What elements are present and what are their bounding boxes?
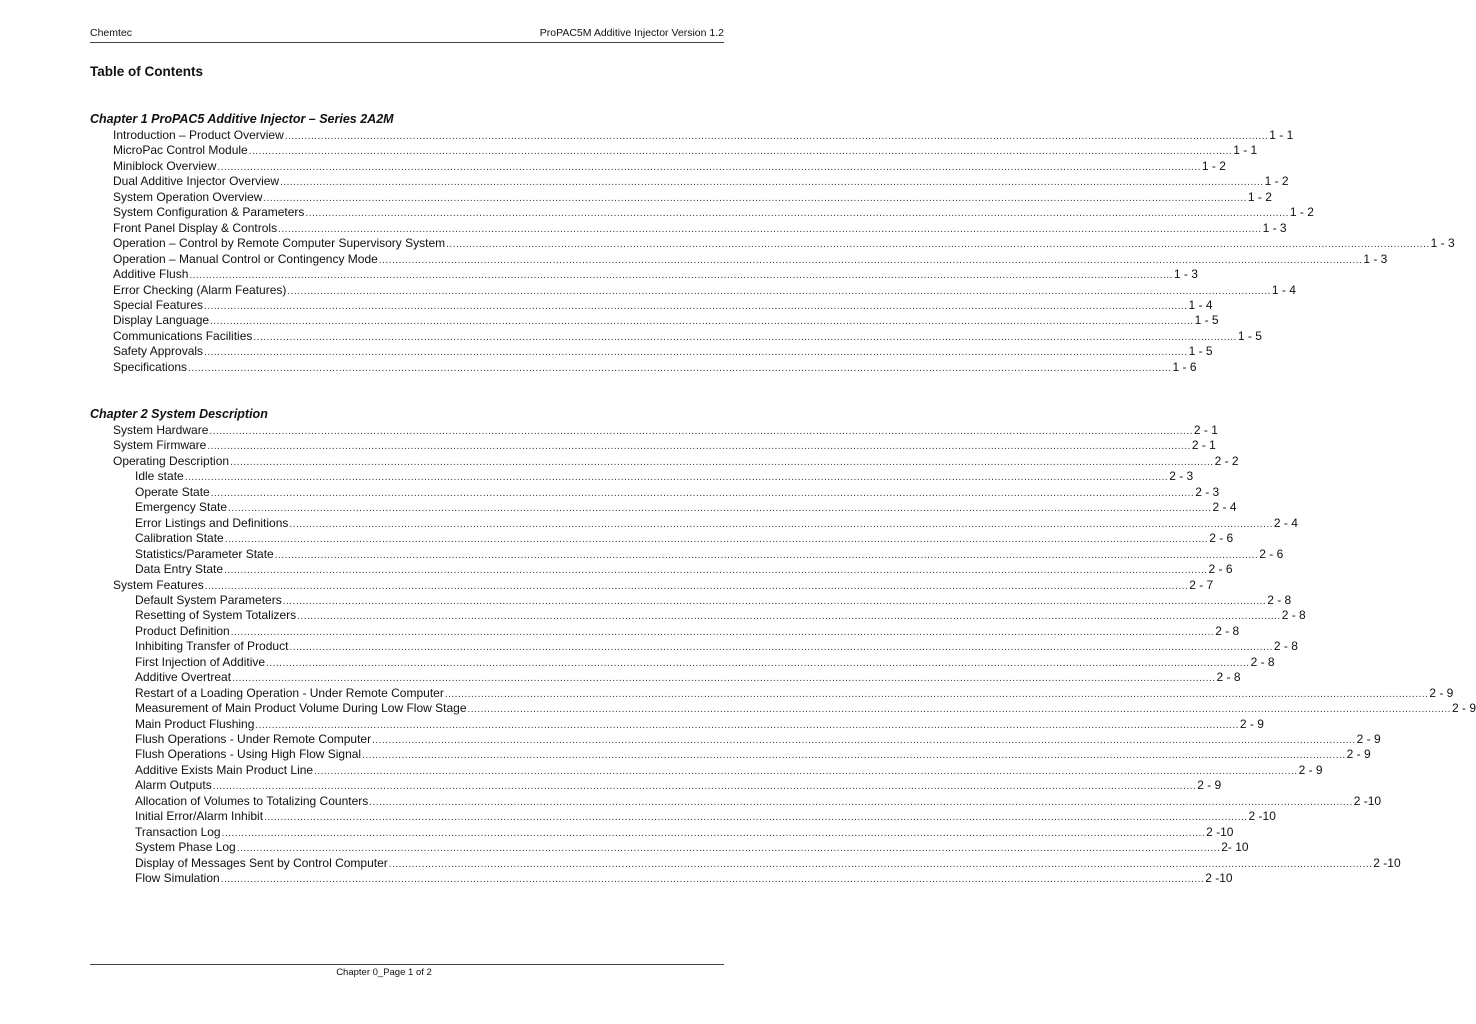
toc-entry-label: Emergency State xyxy=(135,500,228,515)
dot-leader: ............................................................................................................................................................................................................................................................................................................ xyxy=(217,161,1201,173)
toc-entry-label: Special Features xyxy=(113,297,204,312)
toc-entry-page: 2 - 1 xyxy=(1193,423,1218,437)
toc-entry-page: 2 - 8 xyxy=(1216,670,1241,685)
dot-leader: ............................................................................................................................................................................................................................................................................................................ xyxy=(209,426,1193,437)
toc-entry-label: Specifications xyxy=(113,359,188,374)
dot-leader: ............................................................................................................................................................................................................................................................................................................ xyxy=(378,254,1363,266)
toc-entry-label: Restart of a Loading Operation - Under Remote Computer xyxy=(135,685,444,700)
dot-leader: ............................................................................................................................................................................................................................................................................................................ xyxy=(230,626,1215,638)
toc-entry[interactable] xyxy=(135,500,1237,515)
toc-entry-page: 2 - 8 xyxy=(1215,623,1240,638)
toc-entry-page: 2 - 6 xyxy=(1259,546,1284,561)
toc-entry-page: 1 - 4 xyxy=(1188,297,1213,312)
toc-entry[interactable] xyxy=(135,531,1234,546)
toc-entry-label: Error Listings and Definitions xyxy=(135,515,289,530)
toc-entry[interactable] xyxy=(135,716,1264,732)
toc-entry[interactable] xyxy=(113,423,1218,438)
toc-entry-label: Default System Parameters xyxy=(135,592,282,607)
toc-entry[interactable] xyxy=(135,824,1234,840)
toc-entry-page: 2 -10 xyxy=(1248,809,1276,824)
page-footer: Chapter 0_Page 1 of 2 xyxy=(336,967,432,978)
toc-entry-page: 1 - 1 xyxy=(1269,128,1294,142)
toc-entry[interactable] xyxy=(113,313,1219,328)
dot-leader: ............................................................................................................................................................................................................................................................................................................ xyxy=(444,688,1429,700)
toc-entry[interactable] xyxy=(113,453,1239,469)
toc-entry-page: 2 - 7 xyxy=(1189,577,1214,592)
dot-leader: ............................................................................................................................................................................................................................................................................................................ xyxy=(264,812,1248,824)
toc-entry-page: 1 - 3 xyxy=(1363,251,1388,266)
toc-entry-page: 2 -10 xyxy=(1353,793,1382,808)
toc-entry-label: Resetting of System Totalizers xyxy=(135,608,297,623)
toc-entry-page: 2 -10 xyxy=(1373,855,1401,870)
dot-leader: ............................................................................................................................................................................................................................................................................................................ xyxy=(362,750,1346,762)
toc-entry-label: Additive Flush xyxy=(113,267,189,282)
toc-entry[interactable] xyxy=(135,546,1284,562)
toc-entry-page: 2 - 9 xyxy=(1356,732,1381,746)
chapter-heading: Chapter 2 System Description xyxy=(90,407,268,421)
toc-entry-label: Data Entry State xyxy=(135,562,224,577)
dot-leader: ............................................................................................................................................................................................................................................................................................................ xyxy=(210,316,1194,328)
toc-entry[interactable] xyxy=(135,670,1241,685)
toc-entry-label: MicroPac Control Module xyxy=(113,143,248,158)
toc-entry[interactable] xyxy=(135,484,1220,500)
dot-leader: ............................................................................................................................................................................................................................................................................................................ xyxy=(388,858,1373,870)
dot-leader: ............................................................................................................................................................................................................................................................................................................ xyxy=(210,487,1195,499)
dot-leader: ............................................................................................................................................................................................................................................................................................................ xyxy=(369,796,1353,808)
toc-entry-label: Operation – Manual Control or Contingency Mode xyxy=(113,251,378,266)
toc-entry-page: 1 - 2 xyxy=(1247,189,1272,204)
toc-entry[interactable] xyxy=(113,344,1213,359)
toc-entry-label: System Configuration & Parameters xyxy=(113,205,305,220)
toc-entry-page: 2 - 6 xyxy=(1209,531,1234,546)
toc-entry-label: Safety Approvals xyxy=(113,344,204,359)
toc-entry[interactable] xyxy=(113,174,1289,189)
dot-leader: ............................................................................................................................................................................................................................................................................................................ xyxy=(287,285,1271,297)
toc-entry[interactable] xyxy=(135,654,1275,670)
toc-entry[interactable] xyxy=(113,205,1314,220)
toc-entry-page: 2 - 8 xyxy=(1273,639,1298,654)
toc-entry[interactable] xyxy=(135,701,1476,716)
toc-entry-label: Operate State xyxy=(135,484,210,499)
dot-leader: ............................................................................................................................................................................................................................................................................................................ xyxy=(236,843,1221,855)
toc-entry-label: Display Language xyxy=(113,313,210,328)
toc-entry-page: 2 - 9 xyxy=(1429,685,1454,700)
toc-entry[interactable] xyxy=(135,871,1233,886)
dot-leader: ............................................................................................................................................................................................................................................................................................................ xyxy=(221,827,1206,839)
toc-entry-label: System Hardware xyxy=(113,423,209,437)
toc-entry[interactable] xyxy=(135,840,1249,855)
toc-entry[interactable] xyxy=(113,220,1287,236)
toc-entry-page: 2 -10 xyxy=(1206,824,1234,839)
header-document-title: ProPAC5M Additive Injector Version 1.2 xyxy=(539,27,724,39)
dot-leader: ............................................................................................................................................................................................................................................................................................................ xyxy=(278,223,1262,235)
toc-entry-page: 1 - 1 xyxy=(1233,143,1258,158)
toc-entry-page: 1 - 6 xyxy=(1172,359,1197,374)
toc-entry[interactable] xyxy=(113,236,1455,251)
toc-entry-label: System Operation Overview xyxy=(113,189,263,204)
toc-entry-label: Initial Error/Alarm Inhibit xyxy=(135,809,264,824)
dot-leader: ............................................................................................................................................................................................................................................................................................................ xyxy=(467,704,1451,716)
toc-entry-page: 1 - 2 xyxy=(1289,205,1314,220)
toc-entry-label: Front Panel Display & Controls xyxy=(113,220,278,235)
dot-leader: ............................................................................................................................................................................................................................................................................................................ xyxy=(305,208,1289,220)
toc-entry[interactable] xyxy=(113,128,1294,143)
toc-entry-page: 1 - 3 xyxy=(1173,267,1198,282)
dot-leader: ............................................................................................................................................................................................................................................................................................................ xyxy=(280,177,1264,189)
toc-entry[interactable] xyxy=(135,623,1240,639)
toc-entry-page: 1 - 2 xyxy=(1201,158,1226,173)
dot-leader: ............................................................................................................................................................................................................................................................................................................ xyxy=(282,595,1267,607)
dot-leader: ............................................................................................................................................................................................................................................................................................................ xyxy=(220,874,1205,886)
toc-entry-label: Additive Overtreat xyxy=(135,670,232,685)
toc-entry-page: 2 - 6 xyxy=(1208,562,1233,577)
toc-entry[interactable] xyxy=(135,562,1233,577)
toc-entry-page: 2 - 8 xyxy=(1250,654,1275,669)
toc-entry[interactable] xyxy=(135,732,1381,747)
toc-entry-label: Product Definition xyxy=(135,623,230,638)
toc-entry-label: Flush Operations - Under Remote Computer xyxy=(135,732,372,746)
toc-entry-page: 1 - 3 xyxy=(1430,236,1455,251)
toc-entry-page: 1 - 2 xyxy=(1264,174,1289,189)
toc-entry-label: System Features xyxy=(113,577,204,592)
toc-entry[interactable] xyxy=(113,328,1262,344)
toc-entry-page: 2 - 3 xyxy=(1169,469,1194,484)
dot-leader: ............................................................................................................................................................................................................................................................................................................ xyxy=(274,549,1259,561)
toc-entry-page: 2 - 9 xyxy=(1298,762,1323,777)
toc-entry-label: Main Product Flushing xyxy=(135,716,255,731)
toc-entry-label: Flow Simulation xyxy=(135,871,220,886)
toc-entry-label: Statistics/Parameter State xyxy=(135,546,274,561)
toc-entry-label: Measurement of Main Product Volume During Low Flow Stage xyxy=(135,701,467,716)
dot-leader: ............................................................................................................................................................................................................................................................................................................ xyxy=(204,347,1188,359)
toc-entry[interactable] xyxy=(113,189,1272,205)
toc-entry[interactable] xyxy=(135,592,1292,608)
toc-entry-page: 2 - 3 xyxy=(1195,484,1220,499)
toc-entry[interactable] xyxy=(135,639,1298,654)
toc-entry[interactable] xyxy=(135,778,1222,793)
dot-leader: ............................................................................................................................................................................................................................................................................................................ xyxy=(284,131,1269,142)
toc-entry-page: 1 - 3 xyxy=(1262,220,1287,235)
toc-entry[interactable] xyxy=(135,515,1298,531)
dot-leader: ............................................................................................................................................................................................................................................................................................................ xyxy=(232,673,1216,685)
dot-leader: ............................................................................................................................................................................................................................................................................................................ xyxy=(372,735,1356,746)
toc-entry-label: Miniblock Overview xyxy=(113,158,217,173)
toc-entry-label: First Injection of Additive xyxy=(135,654,266,669)
toc-entry-page: 2 - 4 xyxy=(1273,515,1298,530)
dot-leader: ............................................................................................................................................................................................................................................................................................................ xyxy=(314,765,1298,777)
dot-leader: ............................................................................................................................................................................................................................................................................................................ xyxy=(184,472,1169,484)
toc-entry-label: System Firmware xyxy=(113,438,207,453)
dot-leader: ............................................................................................................................................................................................................................................................................................................ xyxy=(297,611,1281,623)
toc-entry-page: 1 - 4 xyxy=(1271,282,1296,297)
toc-entry[interactable] xyxy=(113,251,1388,267)
toc-entry[interactable] xyxy=(135,762,1323,778)
toc-entry-label: Transaction Log xyxy=(135,824,221,839)
toc-entry[interactable] xyxy=(113,359,1197,375)
toc-entry-page: 2 - 9 xyxy=(1197,778,1222,793)
toc-entry-page: 1 - 5 xyxy=(1194,313,1219,328)
toc-entry-page: 2 - 1 xyxy=(1191,438,1216,453)
toc-entry-page: 1 - 5 xyxy=(1237,328,1262,343)
toc-entry-page: 2 -10 xyxy=(1205,871,1233,886)
toc-entry-page: 2 - 2 xyxy=(1214,453,1239,468)
toc-entry-page: 2 - 8 xyxy=(1281,608,1306,623)
toc-entry-label: Idle state xyxy=(135,469,184,484)
dot-leader: ............................................................................................................................................................................................................................................................................................................ xyxy=(204,580,1189,592)
dot-leader: ............................................................................................................................................................................................................................................................................................................ xyxy=(212,781,1197,793)
toc-entry-label: Alarm Outputs xyxy=(135,778,212,793)
chapter-heading: Chapter 1 ProPAC5 Additive Injector – Series 2A2M xyxy=(90,112,394,126)
dot-leader: ............................................................................................................................................................................................................................................................................................................ xyxy=(253,331,1237,343)
dot-leader: ............................................................................................................................................................................................................................................................................................................ xyxy=(266,657,1250,669)
toc-entry[interactable] xyxy=(113,282,1296,298)
toc-entry-label: System Phase Log xyxy=(135,840,236,855)
dot-leader: ............................................................................................................................................................................................................................................................................................................ xyxy=(224,534,1209,546)
dot-leader: ............................................................................................................................................................................................................................................................................................................ xyxy=(189,270,1173,282)
toc-entry-page: 2 - 8 xyxy=(1267,592,1292,607)
toc-entry-page: 2 - 9 xyxy=(1452,701,1476,716)
toc-entry-label: Error Checking (Alarm Features) xyxy=(113,282,287,297)
toc-entry-label: Communications Facilities xyxy=(113,328,253,343)
toc-entry[interactable] xyxy=(135,608,1306,623)
dot-leader: ............................................................................................................................................................................................................................................................................................................ xyxy=(188,362,1172,374)
toc-entry-page: 2 - 9 xyxy=(1239,716,1264,731)
toc-entry[interactable] xyxy=(135,809,1276,824)
toc-entry[interactable] xyxy=(113,297,1213,313)
toc-title: Table of Contents xyxy=(90,64,203,79)
toc-entry[interactable] xyxy=(113,267,1198,282)
dot-leader: ............................................................................................................................................................................................................................................................................................................ xyxy=(207,441,1191,453)
dot-leader: ............................................................................................................................................................................................................................................................................................................ xyxy=(446,239,1430,251)
toc-entry[interactable] xyxy=(135,747,1371,762)
toc-entry-label: Operating Description xyxy=(113,453,230,468)
header-company: Chemtec xyxy=(90,27,133,39)
toc-entry-label: Dual Additive Injector Overview xyxy=(113,174,280,189)
toc-entry[interactable] xyxy=(113,143,1258,158)
toc-entry-page: 2 - 9 xyxy=(1346,747,1371,762)
dot-leader: ............................................................................................................................................................................................................................................................................................................ xyxy=(289,518,1273,530)
toc-entry-label: Introduction – Product Overview xyxy=(113,128,284,142)
toc-entry[interactable] xyxy=(113,438,1216,453)
dot-leader: ............................................................................................................................................................................................................................................................................................................ xyxy=(224,565,1208,577)
toc-entry-page: 2 - 4 xyxy=(1212,500,1237,515)
toc-entry-label: Calibration State xyxy=(135,531,224,546)
dot-leader: ............................................................................................................................................................................................................................................................................................................ xyxy=(248,146,1233,158)
toc-entry-label: Operation – Control by Remote Computer Supervisory System xyxy=(113,236,446,251)
toc-entry-label: Allocation of Volumes to Totalizing Counters xyxy=(135,793,369,808)
dot-leader: ............................................................................................................................................................................................................................................................................................................ xyxy=(228,503,1212,515)
dot-leader: ............................................................................................................................................................................................................................................................................................................ xyxy=(263,192,1247,204)
toc-entry[interactable] xyxy=(135,793,1382,809)
toc-entry[interactable] xyxy=(113,577,1214,593)
toc-entry-label: Inhibiting Transfer of Product xyxy=(135,639,289,654)
dot-leader: ............................................................................................................................................................................................................................................................................................................ xyxy=(204,300,1188,312)
page-header xyxy=(90,26,724,43)
dot-leader: ............................................................................................................................................................................................................................................................................................................ xyxy=(230,456,1214,468)
footer-rule xyxy=(90,964,724,965)
toc-entry-page: 2- 10 xyxy=(1221,840,1249,855)
toc-entry-label: Display of Messages Sent by Control Computer xyxy=(135,855,388,870)
toc-entry[interactable] xyxy=(135,685,1454,701)
toc-entry[interactable] xyxy=(135,855,1401,871)
dot-leader: ............................................................................................................................................................................................................................................................................................................ xyxy=(255,719,1239,731)
toc-entry-page: 1 - 5 xyxy=(1188,344,1213,359)
toc-entry-label: Additive Exists Main Product Line xyxy=(135,762,314,777)
toc-entry[interactable] xyxy=(135,469,1194,484)
dot-leader: ............................................................................................................................................................................................................................................................................................................ xyxy=(289,642,1273,654)
toc-entry[interactable] xyxy=(113,158,1226,174)
toc-entry-label: Flush Operations - Using High Flow Signal xyxy=(135,747,362,762)
